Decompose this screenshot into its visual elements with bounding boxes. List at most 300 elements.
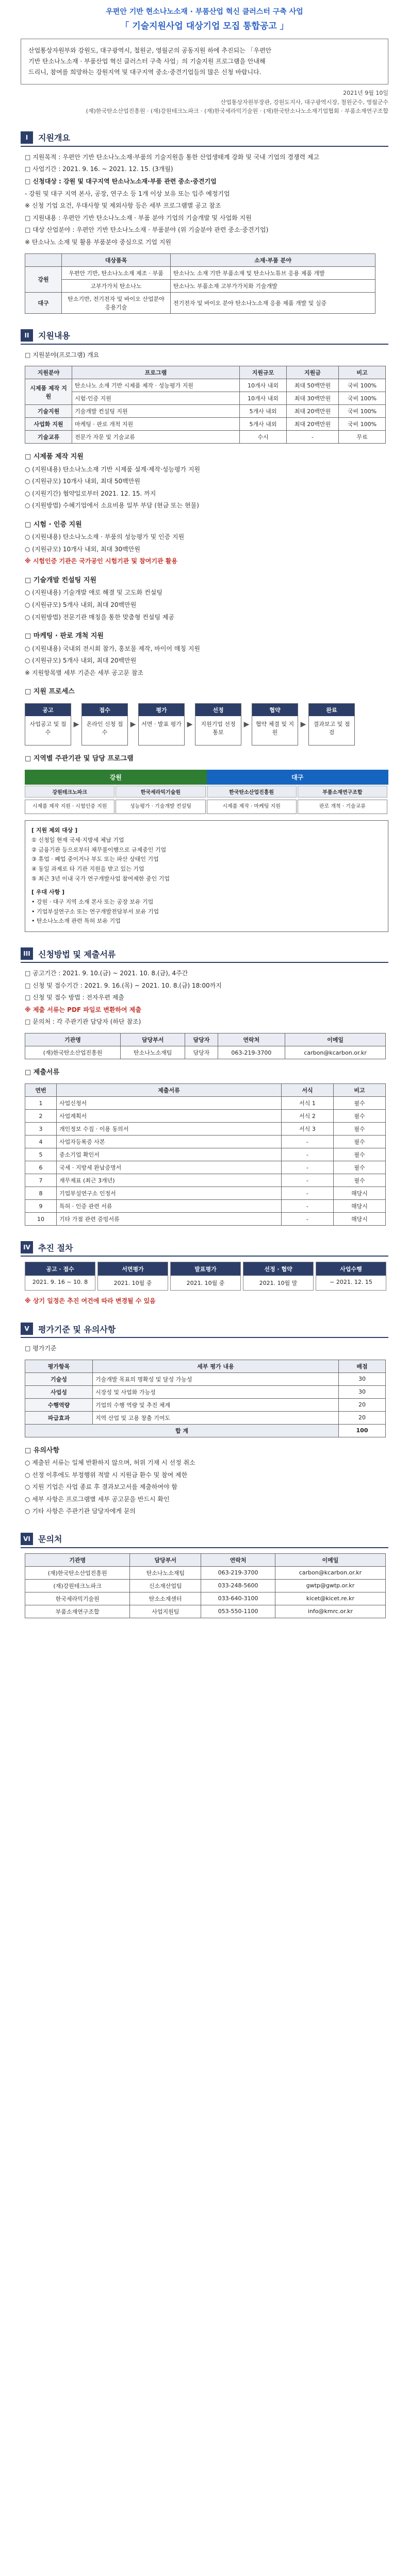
note-cell: 국비 100% bbox=[339, 418, 386, 431]
text-line: □ 신청 및 접수기간 : 2021. 9. 16.(목) ~ 2021. 10. 8.(금) 18:00까지 bbox=[25, 981, 222, 989]
schedule bbox=[25, 1262, 388, 1291]
section-title: 지원개요 bbox=[38, 133, 70, 143]
scale-cell: 10개사 내외 bbox=[240, 392, 287, 405]
subheading: □ 시험 · 인증 지원 bbox=[25, 520, 82, 529]
region-agencies bbox=[25, 786, 388, 798]
note-cell: 필수 bbox=[334, 1161, 386, 1174]
text-line: ○ (지원규모) 10개사 내외, 최대 30백만원 bbox=[25, 545, 140, 553]
no-cell: 8 bbox=[25, 1187, 57, 1200]
agency-label: 한국탄소산업진흥원 bbox=[207, 786, 297, 798]
eligibility-box bbox=[25, 820, 388, 932]
program-table bbox=[25, 366, 386, 444]
note-cell: 필수 bbox=[334, 1174, 386, 1187]
tel-cell: 063-219-3700 bbox=[201, 1566, 275, 1579]
table-header: 기관명 bbox=[25, 1033, 121, 1046]
section-number: VI bbox=[21, 1533, 33, 1545]
area-cell: 사업화 지원 bbox=[25, 418, 72, 431]
item-cell: 기술성 bbox=[25, 1372, 93, 1385]
score-cell: 20 bbox=[339, 1398, 386, 1411]
arrow-right-icon: ▶ bbox=[187, 720, 193, 728]
title-line-1: 우편안 기반 현소나노소재 · 부품산업 혁신 클러스터 구축 사업 bbox=[106, 8, 303, 16]
org-cell: 한국세라믹기술원 bbox=[25, 1592, 130, 1605]
field-cell: 탄소기반, 전기전자 및 바이오 산업분야 응용기술 bbox=[62, 292, 171, 313]
table-row bbox=[25, 1579, 386, 1592]
docs-table bbox=[25, 1083, 386, 1226]
note-cell: 국비 100% bbox=[339, 392, 386, 405]
no-cell: 4 bbox=[25, 1136, 57, 1148]
no-cell: 3 bbox=[25, 1123, 57, 1136]
total-label: 합 계 bbox=[25, 1424, 339, 1437]
tel-cell: 033-640-3100 bbox=[201, 1592, 275, 1605]
table-header: 이메일 bbox=[275, 1553, 385, 1566]
area-cell: 기술교류 bbox=[25, 431, 72, 444]
eval-table bbox=[25, 1360, 386, 1437]
section-title: 추진 절차 bbox=[38, 1243, 73, 1253]
name-cell: 담당자 bbox=[185, 1046, 218, 1059]
text-line: ○ (지원내용) 국내외 전시회 참가, 홍보물 제작, 바이어 매칭 지원 bbox=[25, 645, 201, 652]
program-cell: 기술개발 컨설팅 지원 bbox=[72, 405, 240, 418]
text-line: ○ (지원내용) 탄소나노소재 · 부품의 성능평가 및 인증 지원 bbox=[25, 533, 185, 541]
table-row bbox=[25, 1372, 386, 1385]
no-cell: 1 bbox=[25, 1097, 57, 1110]
notes bbox=[25, 1445, 388, 1517]
form-cell: 서식 2 bbox=[282, 1110, 334, 1123]
authorities: 산업통상자원부장관, 강원도지사, 대구광역시장, 철원군수, 영월군수 bbox=[220, 98, 388, 106]
table-header: 담당부서 bbox=[130, 1553, 201, 1566]
detail-cell: 시장성 및 사업화 가능성 bbox=[93, 1385, 339, 1398]
target-table bbox=[25, 253, 375, 314]
table-header: 기관명 bbox=[25, 1553, 130, 1566]
text-line: ④ 동일 과제로 타 기관 지원을 받고 있는 기업 bbox=[31, 865, 144, 872]
subheading: □ 마케팅 · 판로 개척 지원 bbox=[25, 632, 104, 640]
no-cell: 2 bbox=[25, 1110, 57, 1123]
table-header bbox=[25, 253, 62, 266]
note-cell: 국비 100% bbox=[339, 379, 386, 392]
region-gangwon: 강원 bbox=[25, 770, 207, 785]
agency-label: 부품소재연구조합 bbox=[298, 786, 387, 798]
text-line: ⑤ 최근 3년 이내 국가 연구개발사업 참여제한 중인 기업 bbox=[31, 875, 170, 882]
subheading: □ 시제품 제작 지원 bbox=[25, 453, 84, 461]
section-1-body bbox=[25, 152, 388, 248]
agency-program: 판로 개척 · 기술교류 bbox=[298, 800, 387, 814]
tel-cell: 033-248-5600 bbox=[201, 1579, 275, 1592]
section-title: 문의처 bbox=[38, 1534, 62, 1545]
regions-title: □ 지역별 주관기관 및 담당 프로그램 bbox=[25, 754, 134, 762]
amount-cell: 최대 30백만원 bbox=[287, 392, 339, 405]
text-line: □ 사업기간 : 2021. 9. 16. ~ 2021. 12. 15. (3개월) bbox=[25, 165, 173, 173]
arrow-right-icon: ▶ bbox=[300, 720, 306, 728]
table-row bbox=[25, 418, 386, 431]
text-line: ① 신청일 현재 국세·지방세 체납 기업 bbox=[31, 836, 124, 843]
table-row bbox=[25, 1592, 386, 1605]
table-header: 평가항목 bbox=[25, 1360, 93, 1372]
schedule-head: 발표평가 bbox=[171, 1262, 240, 1276]
program-table-wrap bbox=[25, 366, 388, 444]
flow-step-body: 온라인 신청 접수 bbox=[86, 720, 123, 736]
program-details bbox=[25, 451, 388, 679]
amount-cell: - bbox=[287, 431, 339, 444]
doc-cell: 중소기업 확인서 bbox=[57, 1148, 282, 1161]
schedule-step bbox=[243, 1262, 314, 1291]
agency-label: 강원테크노파크 bbox=[25, 786, 114, 798]
no-cell: 9 bbox=[25, 1200, 57, 1213]
schedule-body: 2021. 10월 중 bbox=[113, 1280, 152, 1287]
mail-link[interactable]: kicet@kicet.re.kr bbox=[275, 1592, 385, 1605]
schedule-body: ~ 2021. 12. 15 bbox=[330, 1279, 372, 1286]
scale-cell: 수시 bbox=[240, 431, 287, 444]
note-cell: 무료 bbox=[339, 431, 386, 444]
text-line: • 강원 · 대구 지역 소재 본사 또는 공장 보유 기업 bbox=[31, 899, 154, 905]
text-line: ※ 탄소나노 소재 및 활용 부품분야 중심으로 기업 지원 bbox=[25, 238, 172, 246]
amount-cell: 최대 20백만원 bbox=[287, 418, 339, 431]
text-line: □ 문의처 : 각 주관기관 담당자 (하단 참조) bbox=[25, 1018, 141, 1026]
item-cell: 사업성 bbox=[25, 1385, 93, 1398]
flow-step-body: 지원기업 선정 통보 bbox=[201, 720, 236, 736]
note-cell: 필수 bbox=[334, 1097, 386, 1110]
text-line: ○ 지원 기업은 사업 종료 후 결과보고서를 제출하여야 함 bbox=[25, 1483, 178, 1491]
inquiry-table-wrap bbox=[25, 1553, 388, 1618]
note-cell: 필수 bbox=[334, 1123, 386, 1136]
intro-line: 드리니, 참여를 희망하는 강원지역 및 대구지역 중소·중견기업들의 많은 신청 바랍니다. bbox=[28, 69, 261, 76]
text-line: ○ (지원방법) 수혜기업에서 소요비용 일부 부담 (현금 또는 현물) bbox=[25, 502, 199, 510]
organizations bbox=[0, 89, 388, 116]
org-cell: (재)한국탄소산업진흥원 bbox=[25, 1046, 121, 1059]
flow-step bbox=[195, 703, 241, 745]
table-row bbox=[25, 1148, 386, 1161]
text-line: • 탄소나노소재 관련 특허 보유 기업 bbox=[31, 918, 121, 925]
flow-step-head: 선정 bbox=[195, 704, 241, 716]
section-1-header bbox=[21, 131, 388, 147]
form-cell: - bbox=[282, 1136, 334, 1148]
arrow-right-icon: ▶ bbox=[73, 720, 79, 728]
flow-step-head: 협약 bbox=[252, 704, 298, 716]
table-header: 소재·부품 분야 bbox=[171, 253, 375, 266]
section-5-header bbox=[21, 1323, 388, 1338]
arrow-right-icon: ▶ bbox=[243, 720, 250, 728]
docs-table-wrap bbox=[25, 1083, 388, 1226]
text-line: ○ (지원규모) 5개사 내외, 최대 20백만원 bbox=[25, 657, 137, 665]
score-cell: 20 bbox=[339, 1411, 386, 1424]
table-row bbox=[25, 1110, 386, 1123]
scale-cell: 5개사 내외 bbox=[240, 405, 287, 418]
text-line: ○ 선정 이후에도 부정행위 적발 시 지원금 환수 및 참여 제한 bbox=[25, 1471, 188, 1479]
table-header: 연번 bbox=[25, 1084, 57, 1097]
section-3-body bbox=[25, 968, 388, 1028]
scale-cell: 10개사 내외 bbox=[240, 379, 287, 392]
text-line: ○ 세부 사항은 프로그램별 세부 공고문을 반드시 확인 bbox=[25, 1495, 170, 1503]
no-cell: 5 bbox=[25, 1148, 57, 1161]
flow-step-head: 완료 bbox=[309, 704, 354, 716]
item-cell: 파급효과 bbox=[25, 1411, 93, 1424]
table-header: 담당자 bbox=[185, 1033, 218, 1046]
note-cell: 국비 100% bbox=[339, 405, 386, 418]
table-row bbox=[25, 1200, 386, 1213]
region-programs bbox=[25, 800, 388, 814]
agencies: (재)한국탄소산업진흥원 · (재)강원테크노파크 · (재)한국세라믹기술원 · (재)한국탄소나노소재기업협회 · 부품소재연구조합 bbox=[86, 108, 388, 115]
doc-cell: 재무제표 (최근 3개년) bbox=[57, 1174, 282, 1187]
document-header bbox=[0, 0, 409, 31]
program-cell: 전문가 자문 및 기술교류 bbox=[72, 431, 240, 444]
region-bar bbox=[25, 770, 388, 785]
table-header: 비고 bbox=[339, 366, 386, 379]
text-line: ※ 신청 기업 요건, 우대사항 및 제외사항 등은 세부 프로그램별 공고 참조 bbox=[25, 202, 221, 210]
schedule-step bbox=[170, 1262, 241, 1291]
arrow-right-icon: ▶ bbox=[130, 720, 136, 728]
table-row bbox=[25, 1398, 386, 1411]
section-2-lead: □ 지원분야(프로그램) 개요 bbox=[25, 351, 100, 359]
table-row bbox=[25, 279, 375, 292]
subheading: □ 유의사항 bbox=[25, 1446, 60, 1454]
agency-program: 시제품 제작 지원 · 시험인증 지원 bbox=[25, 800, 114, 814]
note-cell: 해당시 bbox=[334, 1200, 386, 1213]
intro-line: 기반 탄소나노소재 · 부품산업 혁신 클러스터 구축 사업」의 기술지원 프로그램을 안내해 bbox=[28, 58, 266, 65]
contact-table bbox=[25, 1033, 386, 1059]
intro-box bbox=[21, 39, 388, 84]
doc-cell: 국세 · 지방세 완납증명서 bbox=[57, 1161, 282, 1174]
program-cell: 탄소나노 소재 기반 시제품 제작 · 성능평가 지원 bbox=[72, 379, 240, 392]
table-row bbox=[25, 292, 375, 313]
no-cell: 10 bbox=[25, 1213, 57, 1226]
issue-date: 2021년 9월 10일 bbox=[343, 90, 388, 96]
text-line: - 강원 및 대구 지역 본사, 공장, 연구소 등 1개 이상 보유 또는 입주 예정기업 bbox=[25, 190, 230, 197]
table-row bbox=[25, 1161, 386, 1174]
table-header: 지원금 bbox=[287, 366, 339, 379]
field-cell: 고부가가치 탄소나노 bbox=[62, 279, 171, 292]
text-line: ② 금융기관 등으로부터 채무불이행으로 규제중인 기업 bbox=[31, 846, 167, 853]
doc-cell: 특허 · 인증 관련 서류 bbox=[57, 1200, 282, 1213]
area-cell: 시제품 제작 지원 bbox=[25, 379, 72, 405]
title-line-2: 「 기술지원사업 대상기업 모집 통합공고 」 bbox=[120, 21, 289, 31]
doc-cell: 사업계획서 bbox=[57, 1110, 282, 1123]
agency-program: 시제품 제작 · 마케팅 지원 bbox=[207, 800, 297, 814]
text-line: ※ 제출 서류는 PDF 파일로 변환하여 제출 bbox=[25, 1006, 141, 1013]
flow-step-head: 평가 bbox=[139, 704, 184, 716]
org-cell: 부품소재연구조합 bbox=[25, 1605, 130, 1618]
section-number: V bbox=[21, 1323, 33, 1335]
score-cell: 30 bbox=[339, 1372, 386, 1385]
section-5-lead: □ 평가기준 bbox=[25, 1345, 57, 1352]
table-header: 연락처 bbox=[201, 1553, 275, 1566]
table-row bbox=[25, 1424, 386, 1437]
table-row bbox=[25, 1385, 386, 1398]
table-header: 세부 평가 내용 bbox=[93, 1360, 339, 1372]
dept-cell: 사업지원팀 bbox=[130, 1605, 201, 1618]
score-cell: 30 bbox=[339, 1385, 386, 1398]
flow-step bbox=[81, 703, 128, 745]
inquiry-table bbox=[25, 1553, 386, 1618]
section-3-header bbox=[21, 947, 388, 963]
table-row bbox=[25, 1187, 386, 1200]
desc-cell: 탄소나노 소재 기반 부품소재 및 탄소나노튜브 응용 제품 개발 bbox=[171, 266, 375, 279]
form-cell: 서식 3 bbox=[282, 1123, 334, 1136]
agency-program: 성능평가 · 기술개발 컨설팅 bbox=[116, 800, 205, 814]
mail-link[interactable]: carbon@kcarbon.or.kr bbox=[275, 1566, 385, 1579]
table-header: 이메일 bbox=[285, 1033, 386, 1046]
table-header: 배점 bbox=[339, 1360, 386, 1372]
contact-table-wrap bbox=[25, 1033, 388, 1059]
dept-cell: 탄소소재센터 bbox=[130, 1592, 201, 1605]
section-number: III bbox=[21, 947, 33, 960]
section-4-header bbox=[21, 1241, 388, 1257]
flow-step-body: 서면 · 발표 평가 bbox=[141, 720, 182, 727]
doc-cell: 사업신청서 bbox=[57, 1097, 282, 1110]
table-header: 대상품목 bbox=[62, 253, 171, 266]
form-cell: - bbox=[282, 1161, 334, 1174]
table-header: 비고 bbox=[334, 1084, 386, 1097]
section-title: 신청방법 및 제출서류 bbox=[38, 949, 116, 959]
dept-cell: 탄소나노소재팀 bbox=[130, 1566, 201, 1579]
note-cell: 필수 bbox=[334, 1148, 386, 1161]
tel-cell: 063-219-3700 bbox=[218, 1046, 285, 1059]
scale-cell: 5개사 내외 bbox=[240, 418, 287, 431]
area-cell: 기술지원 bbox=[25, 405, 72, 418]
table-row bbox=[25, 405, 386, 418]
form-cell: - bbox=[282, 1174, 334, 1187]
field-cell: 우편안 기반, 탄소나노소재 제조 · 부품 bbox=[62, 266, 171, 279]
text-line: □ 신청대상 : 강원 및 대구지역 탄소나노소재·부품 관련 중소·중견기업 bbox=[25, 177, 217, 185]
table-row bbox=[25, 1097, 386, 1110]
process-flow bbox=[25, 703, 388, 745]
box-heading: [ 지원 제외 대상 ] bbox=[31, 827, 78, 834]
doc-cell: 개인정보 수집 · 이용 동의서 bbox=[57, 1123, 282, 1136]
form-cell: - bbox=[282, 1213, 334, 1226]
docs-title: □ 제출서류 bbox=[25, 1069, 60, 1077]
region-cell: 대구 bbox=[25, 292, 62, 313]
section-title: 평가기준 및 유의사항 bbox=[38, 1324, 116, 1334]
table-row bbox=[25, 1136, 386, 1148]
dept-cell: 탄소나노소재팀 bbox=[120, 1046, 185, 1059]
flow-step-body: 사업공고 및 접수 bbox=[29, 720, 67, 736]
text-line: ○ (지원규모) 10개사 내외, 최대 50백만원 bbox=[25, 478, 140, 485]
subheading: □ 기술개발 컨설팅 지원 bbox=[25, 577, 96, 585]
table-row bbox=[25, 1605, 386, 1618]
section-number: IV bbox=[21, 1241, 33, 1253]
text-line: ○ (지원기간) 협약일로부터 2021. 12. 15. 까지 bbox=[25, 489, 156, 497]
program-cell: 마케팅 · 판로 개척 지원 bbox=[72, 418, 240, 431]
section-2-header bbox=[21, 329, 388, 345]
text-line: ○ (지원내용) 탄소나노소재 기반 시제품 설계·제작·성능평가 지원 bbox=[25, 465, 201, 473]
doc-cell: 기타 가점 관련 증빙서류 bbox=[57, 1213, 282, 1226]
text-line: ○ 제출된 서류는 일체 반환하지 않으며, 허위 기재 시 선정 취소 bbox=[25, 1459, 195, 1466]
doc-cell: 기업부설연구소 인정서 bbox=[57, 1187, 282, 1200]
section-number: I bbox=[21, 131, 33, 144]
schedule-body: 2021. 10월 말 bbox=[259, 1280, 298, 1287]
no-cell: 6 bbox=[25, 1161, 57, 1174]
org-cell: (재)한국탄소산업진흥원 bbox=[25, 1566, 130, 1579]
region-daegu: 대구 bbox=[207, 770, 389, 785]
flow-step-head: 공고 bbox=[25, 704, 71, 716]
table-header: 제출서류 bbox=[57, 1084, 282, 1097]
detail-cell: 지역 산업 및 고용 창출 기여도 bbox=[93, 1411, 339, 1424]
table-row bbox=[25, 1046, 386, 1059]
text-line: ○ (지원내용) 기술개발 애로 해결 및 고도화 컨설팅 bbox=[25, 589, 162, 597]
section-title: 지원내용 bbox=[38, 331, 70, 341]
table-header: 서식 bbox=[282, 1084, 334, 1097]
doc-cell: 사업자등록증 사본 bbox=[57, 1136, 282, 1148]
mail-link[interactable]: gwtp@gwtp.or.kr bbox=[275, 1579, 385, 1592]
desc-cell: 전기전자 및 바이오 분야 탄소나노소재 응용 제품 개발 및 실증 bbox=[171, 292, 375, 313]
form-cell: - bbox=[282, 1200, 334, 1213]
flow-title: □ 지원 프로세스 bbox=[25, 688, 75, 696]
flow-step bbox=[308, 703, 355, 745]
note-cell: 필수 bbox=[334, 1136, 386, 1148]
flow-step bbox=[25, 703, 71, 745]
item-cell: 수행역량 bbox=[25, 1398, 93, 1411]
text-line: ○ (지원방법) 전문기관 매칭을 통한 맞춤형 컨설팅 제공 bbox=[25, 613, 174, 621]
section-number: II bbox=[21, 329, 33, 342]
table-row bbox=[25, 1123, 386, 1136]
intro-line: 산업통상자원부와 강원도, 대구광역시, 철원군, 영월군의 공동지원 하에 추진되는 「우편안 bbox=[28, 47, 272, 54]
table-header: 지원규모 bbox=[240, 366, 287, 379]
no-cell: 7 bbox=[25, 1174, 57, 1187]
schedule-step bbox=[25, 1262, 95, 1291]
flow-step bbox=[252, 703, 298, 745]
text-line: □ 지원목적 : 우편안 기반 탄소나노소재·부품의 기술지원을 통한 산업생태계 강화 및 국내 기업의 경쟁력 제고 bbox=[25, 153, 320, 161]
text-line: □ 공고기간 : 2021. 9. 10.(금) ~ 2021. 10. 8.(금), 4주간 bbox=[25, 970, 188, 977]
flow-step-body: 협약 체결 및 지원 bbox=[255, 720, 295, 736]
program-cell: 시험·인증 지원 bbox=[72, 392, 240, 405]
schedule-head: 서면평가 bbox=[98, 1262, 168, 1276]
mail-link[interactable]: info@kmrc.or.kr bbox=[275, 1605, 385, 1618]
eval-table-wrap bbox=[25, 1360, 388, 1437]
table-row bbox=[25, 1411, 386, 1424]
form-cell: - bbox=[282, 1187, 334, 1200]
schedule-step bbox=[316, 1262, 386, 1291]
table-row bbox=[25, 1174, 386, 1187]
note-cell: 해당시 bbox=[334, 1213, 386, 1226]
schedule-body: 2021. 10월 중 bbox=[186, 1280, 225, 1287]
schedule-head: 공고 · 접수 bbox=[25, 1262, 95, 1276]
form-cell: - bbox=[282, 1148, 334, 1161]
text-line: • 기업부설연구소 또는 연구개발전담부서 보유 기업 bbox=[31, 908, 159, 915]
text-line: □ 신청 및 접수 방법 : 전자우편 제출 bbox=[25, 994, 124, 1002]
dept-cell: 신소재산업팀 bbox=[130, 1579, 201, 1592]
box-heading: [ 우대 사항 ] bbox=[31, 889, 65, 896]
note-cell: 필수 bbox=[334, 1110, 386, 1123]
schedule-step bbox=[97, 1262, 168, 1291]
table-row bbox=[25, 392, 386, 405]
table-row bbox=[25, 431, 386, 444]
region-cell: 강원 bbox=[25, 266, 62, 292]
table-row bbox=[25, 1213, 386, 1226]
total-cell: 100 bbox=[339, 1424, 386, 1437]
text-line: ③ 휴업 · 폐업 중이거나 부도 또는 파산 상태인 기업 bbox=[31, 856, 159, 863]
target-table-wrap bbox=[25, 253, 388, 314]
table-header: 연락처 bbox=[218, 1033, 285, 1046]
note-cell: 해당시 bbox=[334, 1187, 386, 1200]
amount-cell: 최대 50백만원 bbox=[287, 379, 339, 392]
table-row bbox=[25, 1566, 386, 1579]
org-cell: (재)강원테크노파크 bbox=[25, 1579, 130, 1592]
detail-cell: 기술개발 목표의 명확성 및 달성 가능성 bbox=[93, 1372, 339, 1385]
schedule-body: 2021. 9. 16 ~ 10. 8 bbox=[32, 1279, 88, 1286]
table-row bbox=[25, 379, 386, 392]
schedule-note: ※ 상기 일정은 추진 여건에 따라 변경될 수 있음 bbox=[25, 1297, 156, 1305]
amount-cell: 최대 20백만원 bbox=[287, 405, 339, 418]
text-line: ○ (지원규모) 5개사 내외, 최대 20백만원 bbox=[25, 601, 137, 609]
text-line: ○ 기타 사항은 주관기관 담당자에게 문의 bbox=[25, 1507, 136, 1515]
mail-link[interactable]: carbon@kcarbon.or.kr bbox=[285, 1046, 386, 1059]
table-row bbox=[25, 266, 375, 279]
flow-step-body: 결과보고 및 점검 bbox=[313, 720, 350, 736]
schedule-head: 사업수행 bbox=[316, 1262, 386, 1276]
section-6-header bbox=[21, 1533, 388, 1548]
flow-step-head: 접수 bbox=[82, 704, 127, 716]
table-header: 지원분야 bbox=[25, 366, 72, 379]
flow-step bbox=[138, 703, 185, 745]
table-header: 담당부서 bbox=[120, 1033, 185, 1046]
agency-label: 한국세라믹기술원 bbox=[116, 786, 205, 798]
